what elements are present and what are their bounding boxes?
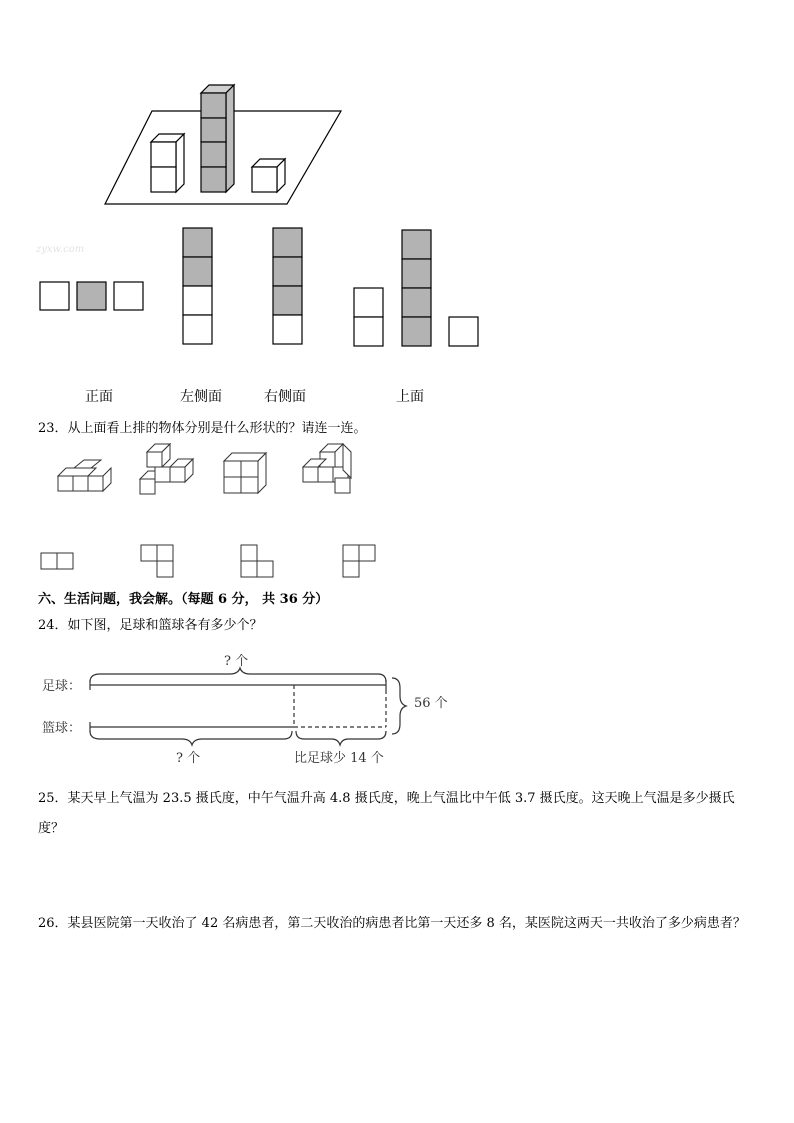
q24-total: 56 个 (414, 696, 448, 711)
view-label-right: 右侧面 (264, 389, 306, 405)
question-26: 26．某县医院第一天收治了 42 名病患者，第二天收治的病患者比第一天还多 8 名，某医院这两天一共收治了多少病患者？ (38, 916, 746, 931)
q24-bottom-unknown: ? 个 (176, 751, 201, 766)
q24-football-label: 足球： (42, 679, 82, 694)
watermark: zyxw.com (36, 244, 85, 255)
view-label-left: 左侧面 (180, 389, 222, 405)
view-label-front: 正面 (85, 389, 113, 405)
q24-top-unknown: ? 个 (224, 654, 249, 669)
q24-difference: 比足球少 14 个 (294, 751, 384, 766)
view-label-top: 上面 (396, 389, 424, 405)
q24-basketball-label: 篮球： (42, 721, 82, 736)
question-25: 25．某天早上气温为 23.5 摄氏度，中午气温升高 4.8 摄氏度，晚上气温比中午低 3.7 摄氏度。这天晚上气温是多少摄氏度？ (38, 791, 735, 836)
question-23: 23．从上面看上排的物体分别是什么形状的？请连一连。 (38, 421, 367, 436)
section-6-title: 六、生活问题，我会解。（每题 6 分， 共 36 分） (38, 592, 329, 607)
question-24: 24．如下图，足球和篮球各有多少个？ (38, 618, 263, 633)
